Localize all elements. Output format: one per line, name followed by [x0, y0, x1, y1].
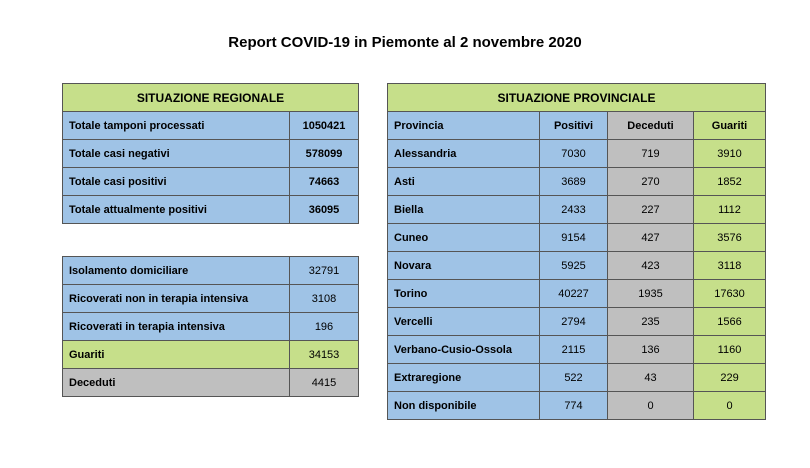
province-name: Cuneo — [388, 224, 540, 252]
table-row — [388, 308, 766, 336]
row-label: Deceduti — [63, 369, 290, 397]
guariti-value: 229 — [694, 364, 766, 392]
table-row — [63, 112, 359, 140]
guariti-value: 1566 — [694, 308, 766, 336]
regional-header-row — [63, 84, 359, 112]
table-row — [388, 196, 766, 224]
page-title: Report COVID-19 in Piemonte al 2 novembre 2020 — [228, 34, 582, 51]
province-name: Non disponibile — [388, 392, 540, 420]
row-value: 74663 — [290, 168, 359, 196]
regional-header: SITUAZIONE REGIONALE — [63, 84, 359, 112]
detail-table — [62, 256, 359, 397]
provincial-header: SITUAZIONE PROVINCIALE — [388, 84, 766, 112]
positivi-value: 9154 — [540, 224, 608, 252]
positivi-value: 40227 — [540, 280, 608, 308]
table-row — [388, 364, 766, 392]
guariti-value: 17630 — [694, 280, 766, 308]
row-label: Totale tamponi processati — [63, 112, 290, 140]
positivi-value: 5925 — [540, 252, 608, 280]
guariti-value: 3576 — [694, 224, 766, 252]
col-header-positivi: Positivi — [540, 112, 608, 140]
row-label: Ricoverati non in terapia intensiva — [63, 285, 290, 313]
deceduti-value: 136 — [608, 336, 694, 364]
province-name: Biella — [388, 196, 540, 224]
positivi-value: 2115 — [540, 336, 608, 364]
deceduti-value: 1935 — [608, 280, 694, 308]
table-row — [63, 313, 359, 341]
positivi-value: 774 — [540, 392, 608, 420]
table-row — [388, 280, 766, 308]
table-row — [388, 140, 766, 168]
col-header-guariti: Guariti — [694, 112, 766, 140]
row-label: Totale attualmente positivi — [63, 196, 290, 224]
positivi-value: 3689 — [540, 168, 608, 196]
deceduti-value: 719 — [608, 140, 694, 168]
row-value: 32791 — [290, 257, 359, 285]
row-value: 4415 — [290, 369, 359, 397]
guariti-value: 0 — [694, 392, 766, 420]
row-label: Totale casi negativi — [63, 140, 290, 168]
positivi-value: 2794 — [540, 308, 608, 336]
deceduti-value: 227 — [608, 196, 694, 224]
row-label: Ricoverati in terapia intensiva — [63, 313, 290, 341]
guariti-value: 3910 — [694, 140, 766, 168]
table-row — [388, 224, 766, 252]
province-name: Extraregione — [388, 364, 540, 392]
table-row — [63, 341, 359, 369]
table-row — [388, 392, 766, 420]
row-label: Totale casi positivi — [63, 168, 290, 196]
guariti-value: 3118 — [694, 252, 766, 280]
table-row — [63, 285, 359, 313]
row-label: Guariti — [63, 341, 290, 369]
guariti-value: 1852 — [694, 168, 766, 196]
positivi-value: 522 — [540, 364, 608, 392]
deceduti-value: 0 — [608, 392, 694, 420]
province-name: Verbano-Cusio-Ossola — [388, 336, 540, 364]
table-row — [63, 196, 359, 224]
table-row — [63, 168, 359, 196]
positivi-value: 7030 — [540, 140, 608, 168]
provincial-table — [387, 83, 766, 420]
deceduti-value: 235 — [608, 308, 694, 336]
table-row — [388, 336, 766, 364]
row-value: 34153 — [290, 341, 359, 369]
col-header-deceduti: Deceduti — [608, 112, 694, 140]
column-header-row — [388, 112, 766, 140]
province-name: Torino — [388, 280, 540, 308]
province-name: Asti — [388, 168, 540, 196]
col-header-provincia: Provincia — [388, 112, 540, 140]
positivi-value: 2433 — [540, 196, 608, 224]
regional-table — [62, 83, 359, 224]
row-value: 36095 — [290, 196, 359, 224]
guariti-value: 1160 — [694, 336, 766, 364]
provincial-header-row — [388, 84, 766, 112]
table-row — [63, 369, 359, 397]
deceduti-value: 427 — [608, 224, 694, 252]
row-value: 1050421 — [290, 112, 359, 140]
deceduti-value: 270 — [608, 168, 694, 196]
row-value: 3108 — [290, 285, 359, 313]
deceduti-value: 423 — [608, 252, 694, 280]
table-row — [388, 168, 766, 196]
deceduti-value: 43 — [608, 364, 694, 392]
row-label: Isolamento domiciliare — [63, 257, 290, 285]
table-row — [63, 257, 359, 285]
provincial-rows — [388, 140, 766, 420]
province-name: Alessandria — [388, 140, 540, 168]
guariti-value: 1112 — [694, 196, 766, 224]
province-name: Novara — [388, 252, 540, 280]
row-value: 196 — [290, 313, 359, 341]
province-name: Vercelli — [388, 308, 540, 336]
table-row — [63, 140, 359, 168]
row-value: 578099 — [290, 140, 359, 168]
table-row — [388, 252, 766, 280]
